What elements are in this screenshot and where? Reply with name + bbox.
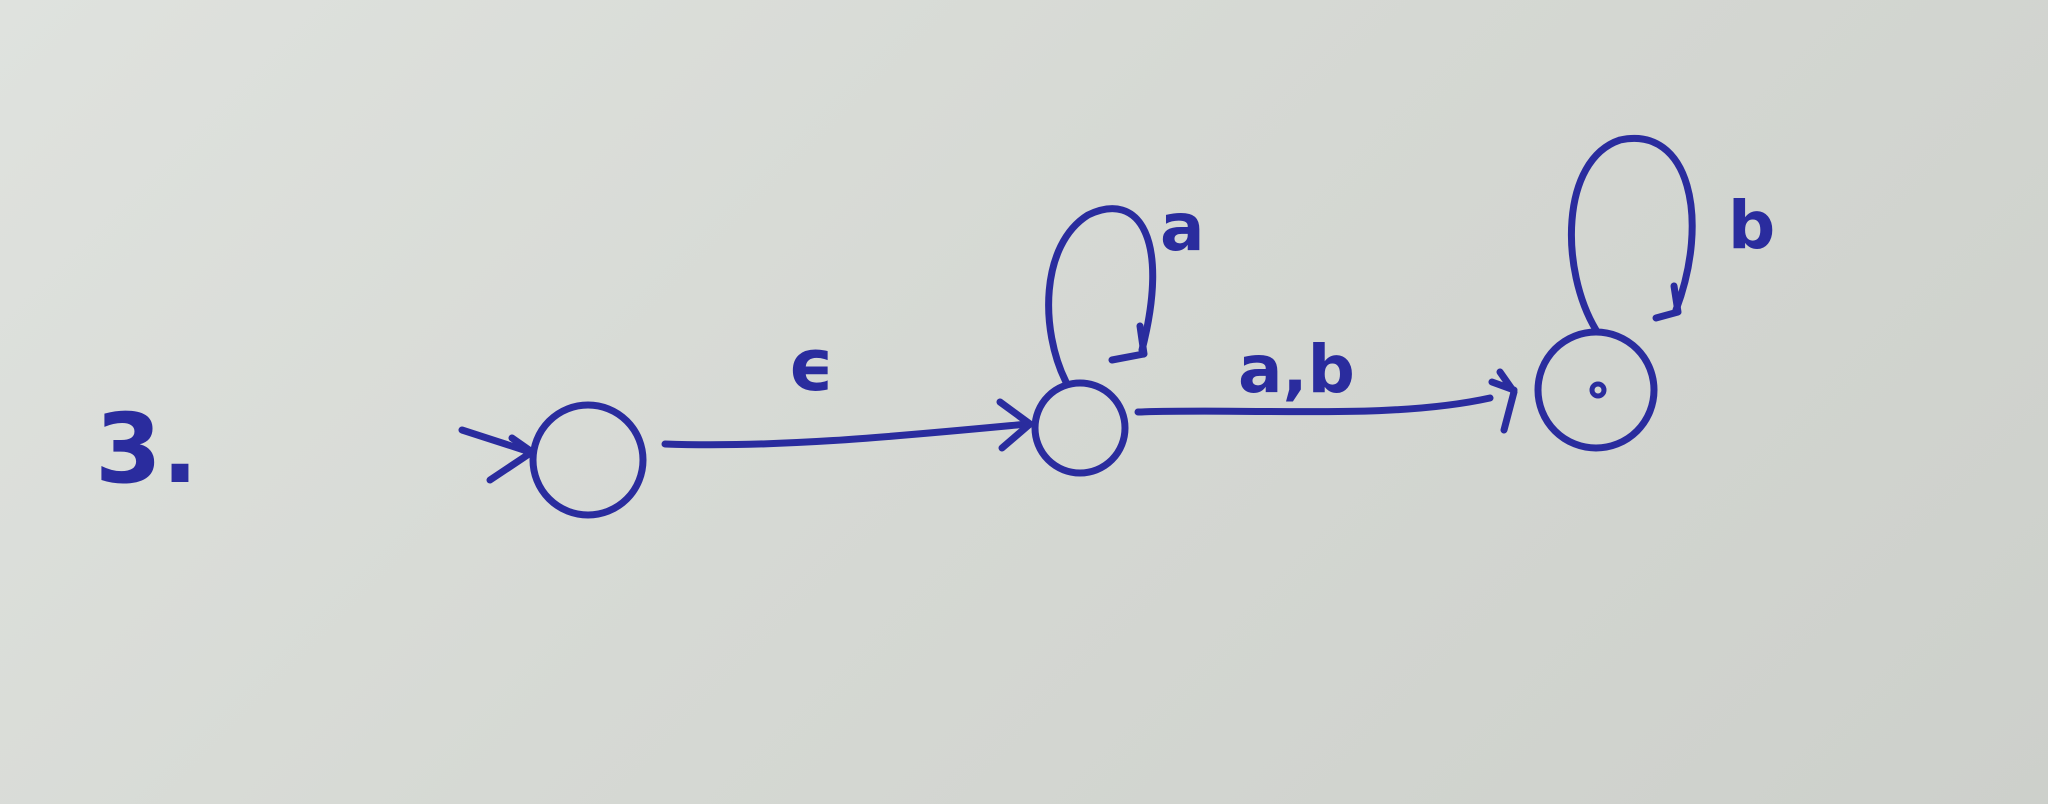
state-q0-circle [533, 405, 643, 515]
loop-q2 [1571, 138, 1692, 330]
transition-q0-q1 [665, 402, 1030, 448]
state-q1 [1035, 383, 1125, 473]
transition-label-q2-loop: b [1728, 187, 1776, 264]
state-q2 [1538, 332, 1654, 448]
start-arrow-q0 [462, 430, 532, 480]
problem-number: 3. [95, 393, 199, 505]
state-q2-circle [1538, 332, 1654, 448]
state-q0 [533, 405, 643, 515]
transition-label-q1-loop: a [1160, 189, 1205, 266]
loop-q1 [1049, 209, 1153, 382]
state-q1-circle [1035, 383, 1125, 473]
transition-label-q0-q1: ϵ [788, 323, 835, 407]
state-q2-accept-mark [1592, 384, 1604, 396]
transition-label-q1-q2: a,b [1238, 331, 1355, 408]
